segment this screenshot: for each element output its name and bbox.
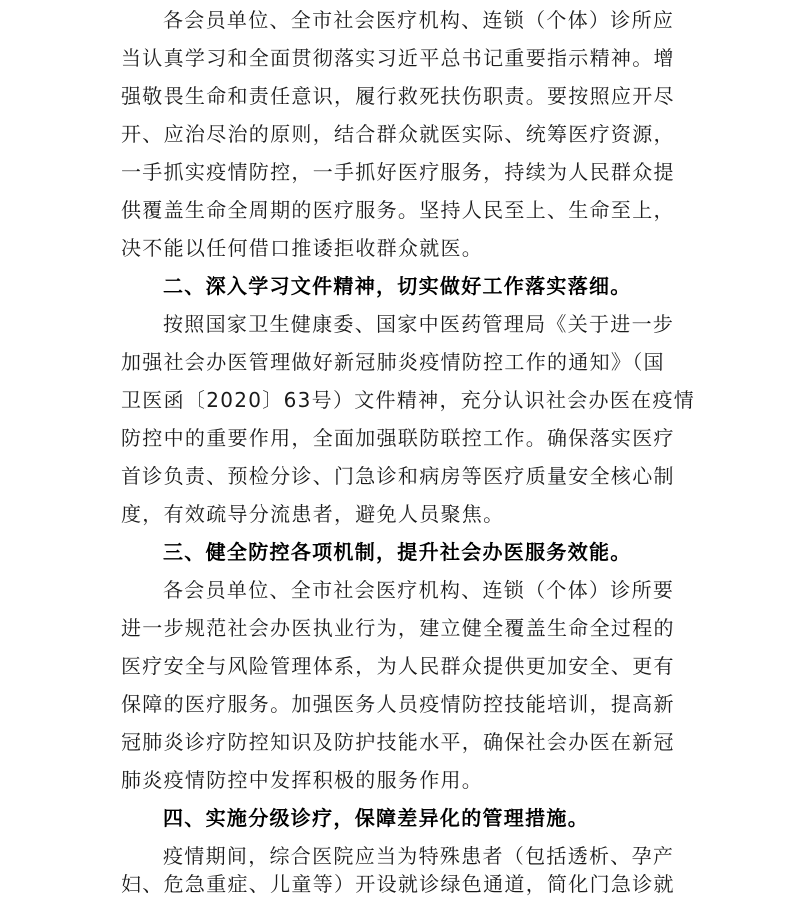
paragraph-line: 卫医函〔2020〕63号）文件精神，充分认识社会办医在疫情	[121, 388, 696, 412]
paragraph-line: 决不能以任何借口推诿拒收群众就医。	[121, 236, 484, 260]
paragraph-line: 首诊负责、预检分诊、门急诊和病房等医疗质量安全核心制	[121, 464, 675, 488]
paragraph-line: 当认真学习和全面贯彻落实习近平总书记重要指示精神。增	[121, 46, 675, 70]
section-heading-4: 四、实施分级诊疗，保障差异化的管理措施。	[163, 806, 589, 830]
paragraph-line: 各会员单位、全市社会医疗机构、连锁（个体）诊所应	[163, 8, 675, 32]
paragraph-line: 开、应治尽治的原则，结合群众就医实际、统筹医疗资源，	[121, 122, 675, 146]
paragraph-line: 一手抓实疫情防控，一手抓好医疗服务，持续为人民群众提	[121, 160, 675, 184]
paragraph-line: 疫情期间，综合医院应当为特殊患者（包括透析、孕产	[163, 844, 675, 868]
paragraph-line: 按照国家卫生健康委、国家中医药管理局《关于进一步	[163, 312, 675, 336]
paragraph-line: 保障的医疗服务。加强医务人员疫情防控技能培训，提高新	[121, 692, 675, 716]
paragraph-line: 强敬畏生命和责任意识，履行救死扶伤职责。要按照应开尽	[121, 84, 675, 108]
paragraph-line: 加强社会办医管理做好新冠肺炎疫情防控工作的通知》（国	[121, 350, 665, 374]
paragraph-line: 进一步规范社会办医执业行为，建立健全覆盖生命全过程的	[121, 616, 675, 640]
paragraph-line: 各会员单位、全市社会医疗机构、连锁（个体）诊所要	[163, 578, 675, 602]
paragraph-line: 冠肺炎诊疗防控知识及防护技能水平，确保社会办医在新冠	[121, 730, 675, 754]
paragraph-line: 防控中的重要作用，全面加强联防联控工作。确保落实医疗	[121, 426, 675, 450]
section-heading-2: 二、深入学习文件精神，切实做好工作落实落细。	[163, 274, 632, 298]
paragraph-line: 肺炎疫情防控中发挥积极的服务作用。	[121, 768, 484, 792]
section-heading-3: 三、健全防控各项机制，提升社会办医服务效能。	[163, 540, 632, 564]
paragraph-line: 医疗安全与风险管理体系，为人民群众提供更加安全、更有	[121, 654, 675, 678]
paragraph-line: 妇、危急重症、儿童等）开设就诊绿色通道，简化门急诊就	[121, 872, 675, 896]
paragraph-line: 度，有效疏导分流患者，避免人员聚焦。	[121, 502, 505, 526]
paragraph-line: 供覆盖生命全周期的医疗服务。坚持人民至上、生命至上，	[121, 198, 675, 222]
